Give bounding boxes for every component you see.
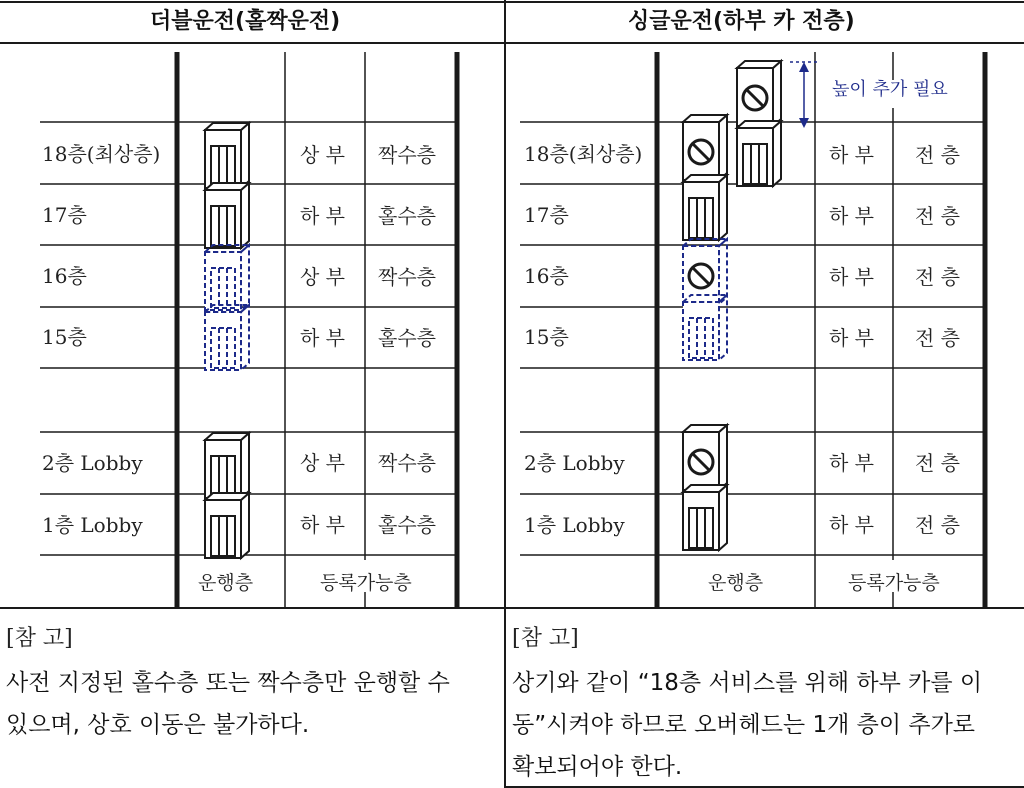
right-reference-line-3: 확보되어야 한다. xyxy=(512,754,683,780)
left-car-label-17: 하 부 xyxy=(300,204,345,228)
right-floor-label-16: 16층 xyxy=(524,264,569,288)
left-service-label-17: 홀수층 xyxy=(378,204,436,228)
left-floor-label-16: 16층 xyxy=(42,264,87,288)
left-service-label-18: 짝수층 xyxy=(378,143,436,167)
right-reference-line-2: 동”시켜야 하므로 오버헤드는 1개 층이 추가로 xyxy=(512,712,976,738)
left-floor-label-1: 1층 Lobby xyxy=(42,513,143,537)
right-floor-label-18: 18층(최상층) xyxy=(524,142,643,166)
right-car-label-2: 하 부 xyxy=(829,451,874,475)
left-car-label-16: 상 부 xyxy=(300,265,345,289)
left-service-label-2: 짝수층 xyxy=(378,451,436,475)
left-service-label-16: 짝수층 xyxy=(378,265,436,289)
right-car-label-15: 하 부 xyxy=(829,326,874,350)
left-panel-title: 더블운전(홀짝운전) xyxy=(150,9,341,34)
left-floor-label-15: 15층 xyxy=(42,325,87,349)
right-footer-operating: 운행층 xyxy=(708,572,764,594)
right-reference-title: [참 고] xyxy=(512,626,579,651)
right-floor-label-17: 17층 xyxy=(524,203,569,227)
left-reference-title: [참 고] xyxy=(6,626,73,651)
right-service-label-18: 전 층 xyxy=(915,143,960,167)
left-floor-label-2: 2층 Lobby xyxy=(42,451,143,475)
left-reference-line-1: 사전 지정된 홀수층 또는 짝수층만 운행할 수 xyxy=(6,670,450,696)
right-service-label-15: 전 층 xyxy=(915,326,960,350)
right-footer-registrable: 등록가능층 xyxy=(848,572,940,594)
left-service-label-15: 홀수층 xyxy=(378,326,436,350)
left-car-label-1: 하 부 xyxy=(300,513,345,537)
left-car-label-15: 하 부 xyxy=(300,326,345,350)
left-footer-operating: 운행층 xyxy=(198,572,254,594)
left-car-label-2: 상 부 xyxy=(300,451,345,475)
left-car-label-18: 상 부 xyxy=(300,143,345,167)
right-floor-label-2: 2층 Lobby xyxy=(524,451,625,475)
right-panel-title: 싱글운전(하부 카 전층) xyxy=(628,9,855,34)
right-service-label-16: 전 층 xyxy=(915,265,960,289)
right-car-label-1: 하 부 xyxy=(829,513,874,537)
right-service-label-17: 전 층 xyxy=(915,204,960,228)
right-car-label-16: 하 부 xyxy=(829,265,874,289)
left-footer-registrable: 등록가능층 xyxy=(320,572,412,594)
right-floor-label-15: 15층 xyxy=(524,325,569,349)
left-reference-line-2: 있으며, 상호 이동은 불가하다. xyxy=(6,712,310,738)
right-floor-label-1: 1층 Lobby xyxy=(524,513,625,537)
left-floor-label-17: 17층 xyxy=(42,203,87,227)
right-service-label-2: 전 층 xyxy=(915,451,960,475)
left-floor-label-18: 18층(최상층) xyxy=(42,142,161,166)
right-car-label-18: 하 부 xyxy=(829,143,874,167)
right-service-label-1: 전 층 xyxy=(915,513,960,537)
left-service-label-1: 홀수층 xyxy=(378,513,436,537)
height-note: 높이 추가 필요 xyxy=(832,79,948,100)
right-reference-line-1: 상기와 같이 “18층 서비스를 위해 하부 카를 이 xyxy=(512,670,983,696)
right-car-label-17: 하 부 xyxy=(829,204,874,228)
